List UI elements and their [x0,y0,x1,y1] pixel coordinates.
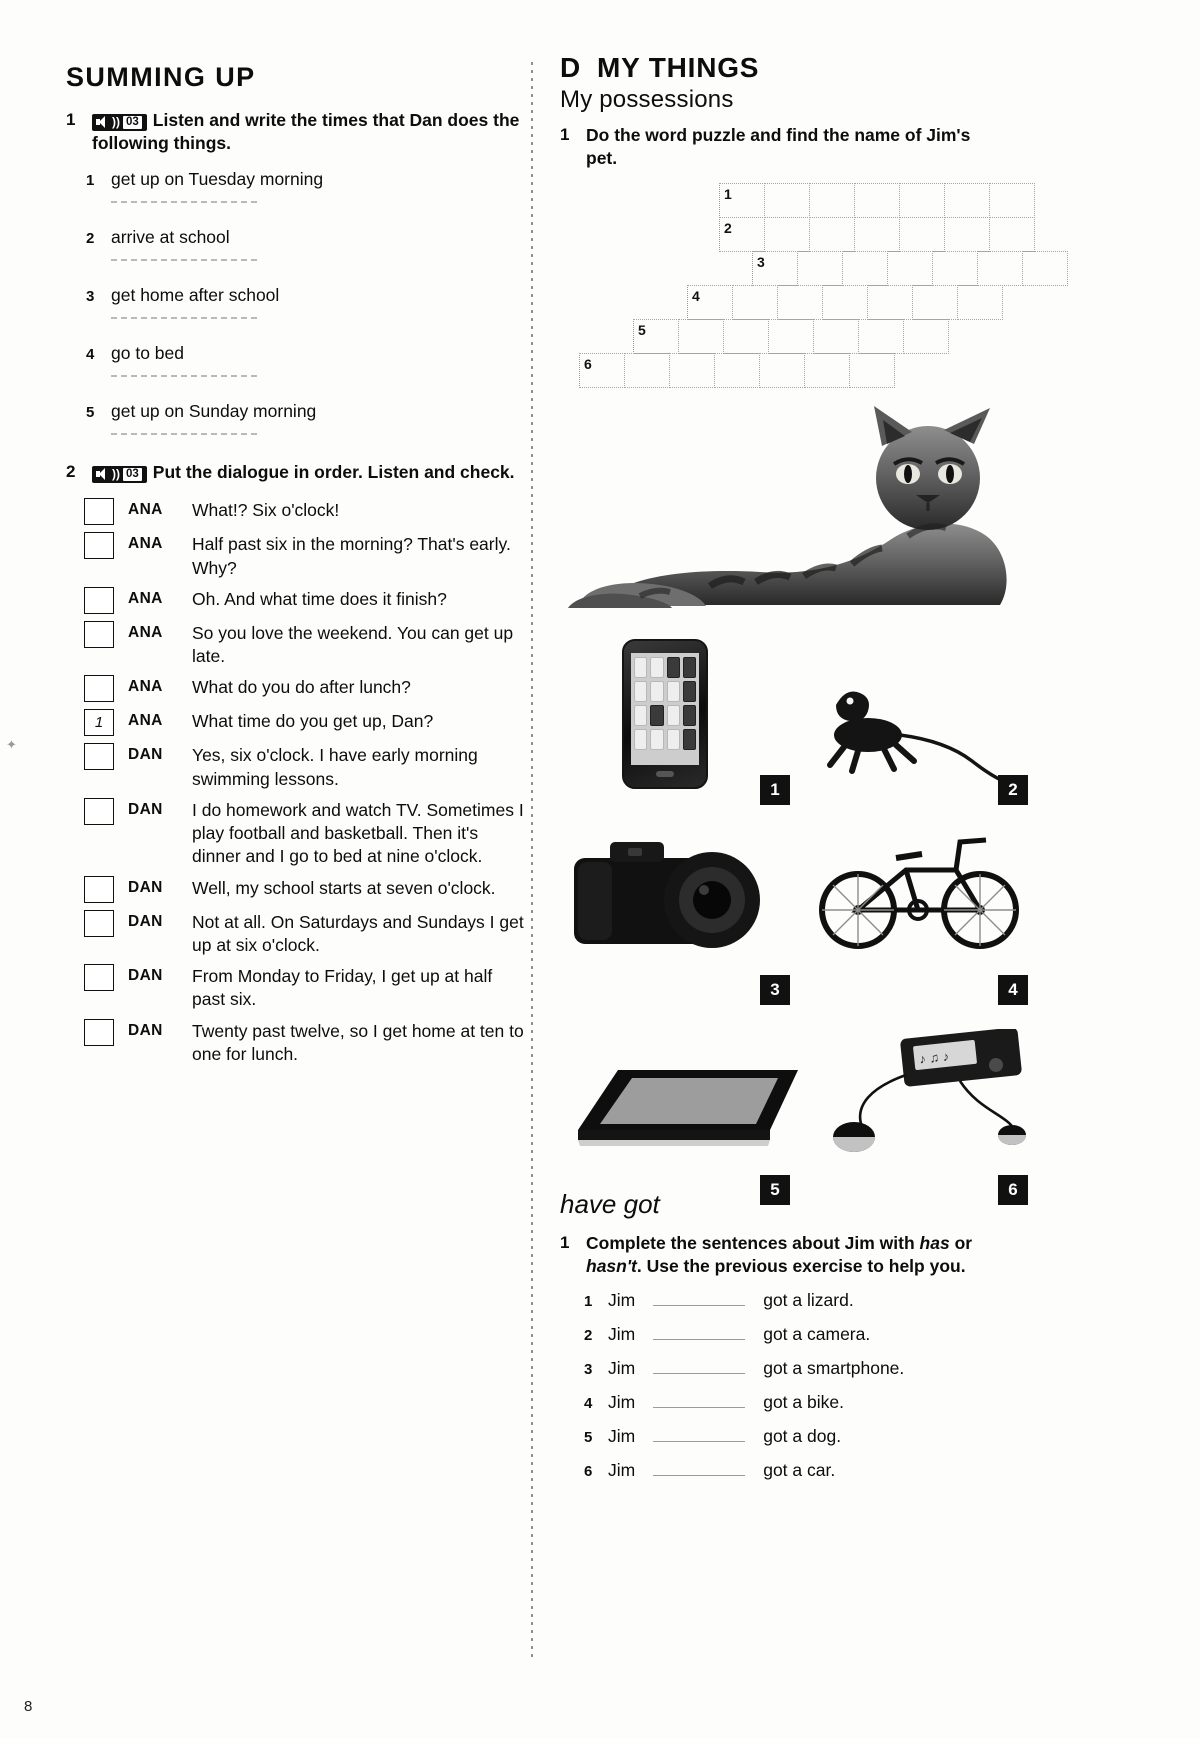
answer-line[interactable] [111,433,261,435]
item-number: 3 [86,288,95,306]
instruction-or: or [949,1233,973,1254]
exercise-1-number: 1 [66,110,76,129]
sound-waves-icon: )) [112,115,120,129]
item-text: get up on Sunday morning [111,401,317,422]
sentence-blank[interactable] [653,1359,745,1374]
sentence-blank[interactable] [653,1393,745,1408]
cat-photo [560,400,1030,625]
have-got-exercise-number: 1 [560,1233,570,1253]
dialogue-text: What do you do after lunch? [192,677,411,698]
grammar-heading: have got [560,1189,660,1220]
sentence-row [584,1358,1030,1379]
item-text: arrive at school [111,227,230,248]
order-checkbox[interactable] [84,498,114,525]
order-checkbox[interactable] [84,798,114,825]
order-checkbox[interactable] [84,587,114,614]
sentence-number: 6 [584,1463,593,1481]
order-checkbox[interactable] [84,1019,114,1046]
exercise-2-instruction-text: Put the dialogue in order. Listen and check. [152,462,515,483]
puzzle-cell[interactable] [804,353,850,388]
dialogue-text: From Monday to Friday, I get up at half past six. [192,966,493,1010]
puzzle-clue-number: 3 [757,254,765,271]
puzzle-cell[interactable] [764,183,810,218]
speaker-label: ANA [128,589,163,607]
puzzle-cell[interactable] [797,251,843,286]
puzzle-clue-number: 1 [724,186,732,203]
list-item [86,285,526,319]
puzzle-exercise [560,124,1030,170]
audio-track-number: 03 [123,116,142,129]
puzzle-cell[interactable] [687,285,733,320]
photo-badge-2: 2 [998,775,1028,805]
list-item [86,343,526,377]
speaker-label: DAN [128,800,163,818]
sentence-tail: got a camera. [763,1324,871,1345]
speaker-cone-icon [96,116,109,128]
dialogue-row [84,798,526,869]
puzzle-clue-number: 4 [692,288,700,305]
puzzle-cell[interactable] [723,319,769,354]
speaker-label: ANA [128,501,163,519]
puzzle-cell[interactable] [822,285,868,320]
dialogue-text: What time do you get up, Dan? [192,711,434,732]
dialogue-row [84,964,526,1012]
dialogue-row [84,876,526,903]
sentence-row [584,1324,1030,1345]
order-checkbox[interactable]: 1 [84,709,114,736]
puzzle-cell[interactable] [759,353,805,388]
order-checkbox[interactable] [84,876,114,903]
exercise-2-instruction [92,461,526,484]
speaker-icon[interactable] [92,114,147,131]
photo-badge-5: 5 [760,1175,790,1205]
item-text: get home after school [111,285,280,306]
puzzle-clue-number: 2 [724,220,732,237]
puzzle-cell[interactable] [854,183,900,218]
order-checkbox[interactable] [84,532,114,559]
puzzle-row[interactable] [753,252,1068,286]
puzzle-cell[interactable] [899,217,945,252]
sentence-blank[interactable] [653,1461,745,1476]
sentence-row [584,1290,1030,1311]
mp3-player-illustration [810,1029,1030,1169]
smartphone-body [622,639,708,789]
smartphone-screen [631,653,699,765]
dialogue-text: Half past six in the morning? That's early. Why? [192,534,511,578]
tablet-illustration [570,1044,810,1164]
puzzle-row[interactable] [634,320,949,354]
puzzle-cell[interactable] [752,251,798,286]
unit-subtitle: My possessions [560,86,734,113]
puzzle-cell[interactable] [854,217,900,252]
mp3-player-photo [810,1029,1030,1169]
exercise-2 [66,461,526,484]
exercise-2-number: 2 [66,462,76,482]
bicycle-photo [810,824,1030,954]
possessions-photo-grid [560,629,1030,1200]
puzzle-cell[interactable] [899,183,945,218]
puzzle-cell[interactable] [989,183,1035,218]
puzzle-cell[interactable] [944,183,990,218]
page-title: SUMMING UP [66,62,256,92]
list-item [86,227,526,261]
sentence-row [584,1392,1030,1413]
speaker-label: DAN [128,746,163,764]
sound-waves-icon: )) [112,467,120,482]
unit-letter: D [560,52,582,83]
sentence-subject: Jim [608,1426,636,1447]
puzzle-cell[interactable] [669,353,715,388]
sentence-number: 1 [584,1293,593,1311]
puzzle-exercise-number: 1 [560,125,570,144]
speaker-label: ANA [128,623,163,641]
page-number: 8 [24,1698,33,1715]
have-got-exercise [560,1232,1030,1278]
item-number: 5 [86,404,95,422]
dialogue-list [84,498,526,1066]
camera-photo [570,834,790,954]
instruction-part-a: Complete the sentences about Jim with [586,1233,920,1254]
puzzle-cell[interactable] [989,217,1035,252]
column-divider [531,62,533,1662]
puzzle-cell[interactable] [842,251,888,286]
speaker-label: DAN [128,1021,163,1039]
sentence-tail: got a smartphone. [763,1358,905,1379]
exercise-1-instruction-text: Listen and write the times that Dan does the following things. [92,110,520,154]
dialogue-row [84,910,526,958]
sentence-blank[interactable] [653,1325,745,1340]
answer-line[interactable] [111,259,261,261]
sentence-tail: got a lizard. [763,1290,854,1311]
dialogue-text: What!? Six o'clock! [192,500,340,521]
item-number: 1 [86,172,95,190]
sentence-blank[interactable] [653,1427,745,1442]
puzzle-cell[interactable] [719,217,765,252]
exercise-1 [66,109,526,155]
answer-line[interactable] [111,317,261,319]
item-number: 2 [86,230,95,248]
dialogue-text: So you love the weekend. You can get up late. [192,622,514,667]
photo-badge-4: 4 [998,975,1028,1005]
instruction-hasnt: hasn't [586,1256,637,1277]
dialogue-text: Oh. And what time does it finish? [192,588,447,609]
speaker-icon[interactable] [92,466,147,483]
dialogue-text: Well, my school starts at seven o'clock. [192,877,496,898]
right-column [560,52,1030,1494]
puzzle-row[interactable] [580,354,895,388]
dialogue-row [84,587,526,614]
sentence-subject: Jim [608,1324,636,1345]
sentence-number: 4 [584,1395,593,1413]
sentence-row [584,1426,1030,1447]
puzzle-cell[interactable] [732,285,778,320]
puzzle-cell[interactable] [867,285,913,320]
photo-badge-3: 3 [760,975,790,1005]
answer-line[interactable] [111,375,261,377]
lizard-photo [810,681,1030,791]
camera-illustration [570,834,790,954]
puzzle-row[interactable] [720,218,1035,252]
puzzle-cell[interactable] [887,251,933,286]
puzzle-cell[interactable] [977,251,1023,286]
puzzle-clue-number: 5 [638,322,646,339]
dialogue-row [84,621,526,669]
puzzle-cell[interactable] [579,353,625,388]
sentence-blank[interactable] [653,1291,745,1306]
puzzle-cell[interactable] [633,319,679,354]
instruction-part-b: . Use the previous exercise to help you. [636,1256,966,1277]
list-item [86,169,526,203]
speaker-label: ANA [128,678,163,696]
exercise-1-items [86,169,526,435]
dialogue-row [84,675,526,702]
smartphone-home-button [656,771,674,777]
dialogue-text: Not at all. On Saturdays and Sundays I get up at six o'clock. [192,911,524,955]
exercise-1-instruction [92,109,526,155]
sentence-subject: Jim [608,1392,636,1413]
photo-badge-1: 1 [760,775,790,805]
sentence-number: 2 [584,1327,593,1345]
instruction-has: has [919,1233,950,1254]
puzzle-instruction: Do the word puzzle and find the name of Jim's pet. [586,125,971,169]
dialogue-text: Twenty past twelve, so I get home at ten to one for lunch. [192,1020,524,1064]
smartphone-photo [622,639,708,789]
lizard-illustration [810,681,1030,791]
list-item [86,401,526,435]
puzzle-cell[interactable] [912,285,958,320]
puzzle-row[interactable] [688,286,1003,320]
item-text: get up on Tuesday morning [111,169,324,190]
svg-text:♪ ♫ ♪: ♪ ♫ ♪ [918,1048,950,1067]
sentence-number: 3 [584,1361,593,1379]
puzzle-cell[interactable] [813,319,859,354]
puzzle-cell[interactable] [624,353,670,388]
puzzle-cell[interactable] [678,319,724,354]
speaker-label: DAN [128,967,163,985]
order-checkbox[interactable] [84,743,114,770]
sentence-subject: Jim [608,1460,636,1481]
unit-heading [560,52,1030,84]
sentence-tail: got a car. [763,1460,836,1481]
puzzle-cell[interactable] [858,319,904,354]
sentence-subject: Jim [608,1358,636,1379]
speaker-label: ANA [128,712,163,730]
puzzle-cell[interactable] [777,285,823,320]
puzzle-cell[interactable] [768,319,814,354]
bicycle-illustration [810,824,1030,954]
speaker-label: ANA [128,535,163,553]
puzzle-cell[interactable] [764,217,810,252]
puzzle-row[interactable] [720,184,1035,218]
word-puzzle-grid[interactable] [560,184,1030,394]
puzzle-cell[interactable] [903,319,949,354]
dialogue-text: Yes, six o'clock. I have early morning swimming lessons. [192,745,478,789]
puzzle-cell[interactable] [809,183,855,218]
sentence-subject: Jim [608,1290,636,1311]
dialogue-row [84,1019,526,1067]
cat-illustration [560,400,1030,625]
item-number: 4 [86,346,95,364]
puzzle-cell[interactable] [944,217,990,252]
speaker-label: DAN [128,878,163,896]
puzzle-cell[interactable] [1022,251,1068,286]
audio-track-number: 03 [123,468,142,481]
puzzle-cell[interactable] [957,285,1003,320]
dialogue-text: I do homework and watch TV. Sometimes I play football and basketball. Then it's dinner and I go to bed at nine o'clock. [192,799,524,867]
puzzle-cell[interactable] [932,251,978,286]
sentence-tail: got a bike. [763,1392,844,1413]
tablet-photo [570,1044,810,1164]
dialogue-row [84,743,526,791]
unit-title: MY THINGS [597,52,760,83]
have-got-sentences [584,1290,1030,1481]
puzzle-cell[interactable] [714,353,760,388]
page-edge-mark: ✦ [6,737,17,752]
order-checkbox[interactable] [84,964,114,991]
order-checkbox[interactable] [84,910,114,937]
answer-line[interactable] [111,201,261,203]
order-checkbox[interactable] [84,675,114,702]
order-checkbox[interactable] [84,621,114,648]
left-column [66,62,526,1073]
dialogue-row [84,709,526,736]
speaker-cone-icon [96,468,109,480]
speaker-label: DAN [128,912,163,930]
dialogue-row [84,498,526,525]
puzzle-clue-number: 6 [584,356,592,373]
puzzle-cell[interactable] [719,183,765,218]
item-text: go to bed [111,343,184,364]
sentence-tail: got a dog. [763,1426,842,1447]
puzzle-cell[interactable] [849,353,895,388]
dialogue-row [84,532,526,580]
photo-badge-6: 6 [998,1175,1028,1205]
have-got-instruction [586,1232,1030,1278]
sentence-row [584,1460,1030,1481]
sentence-number: 5 [584,1429,593,1447]
puzzle-cell[interactable] [809,217,855,252]
